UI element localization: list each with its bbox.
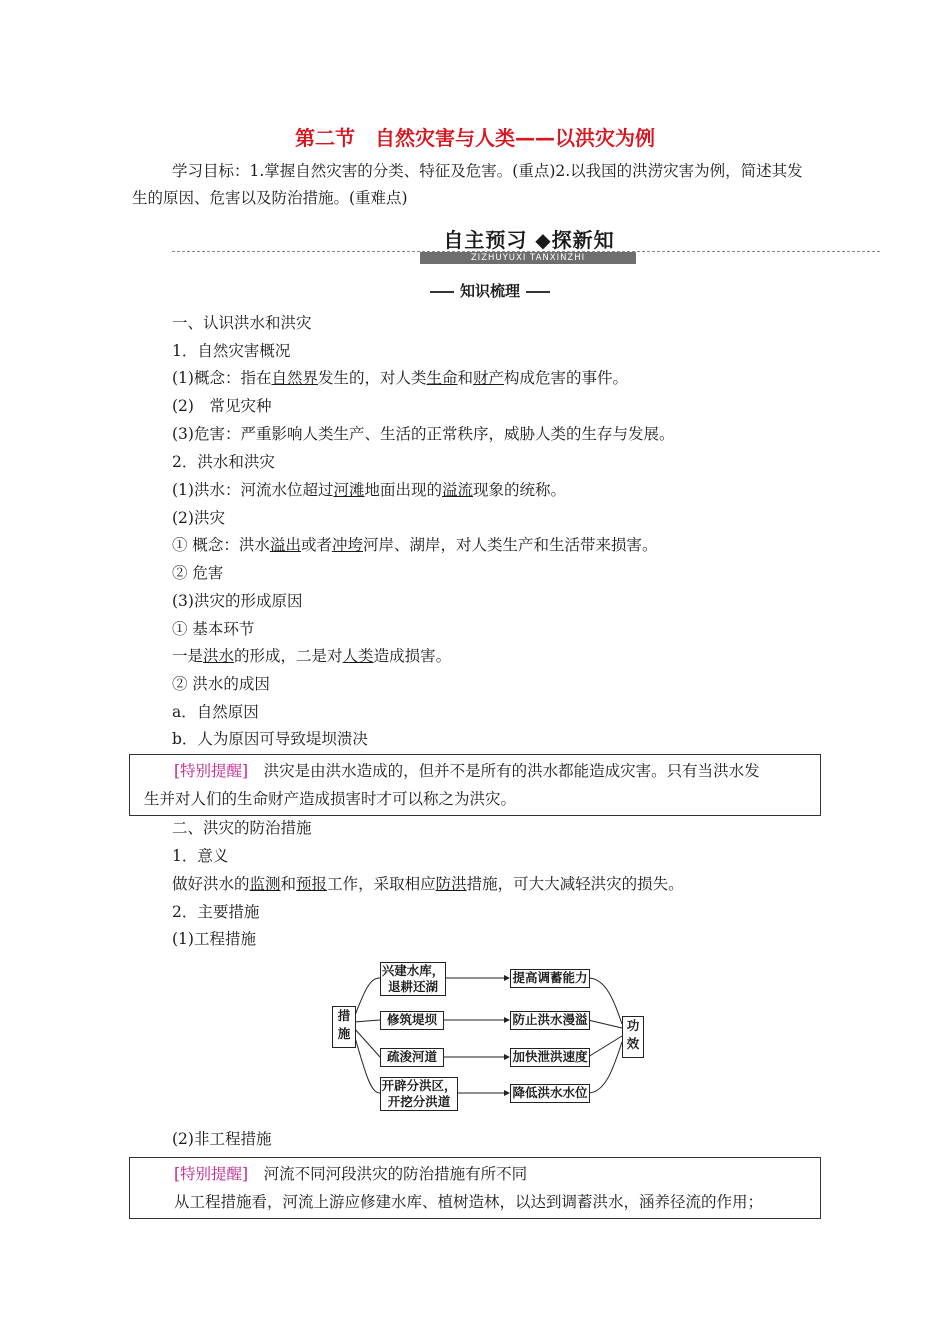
diagram-effect-box: 提高调蓄能力 [510, 969, 590, 988]
sub-heading: 1．意义 [172, 847, 229, 865]
text-line: 一是洪水的形成，二是对人类造成损害。 [172, 647, 452, 665]
sub-heading: 2．洪水和洪灾 [172, 453, 275, 471]
text-line: 做好洪水的监测和预报工作，采取相应防洪措施，可大大减轻洪灾的损失。 [172, 875, 684, 893]
text-line: (2)洪灾 [172, 509, 225, 527]
special-note-box: [特别提醒] 洪灾是由洪水造成的，但并不是所有的洪水都能造成灾害。只有当洪水发 生并对人们的生命财产造成损害时才可以称之为洪灾。 [129, 754, 821, 816]
flood-measures-diagram [326, 956, 650, 1120]
text-line: (1)工程措施 [172, 930, 256, 948]
diagram-effect-box: 防止洪水漫溢 [510, 1011, 590, 1030]
text-line: ① 基本环节 [172, 620, 255, 638]
knowledge-tag [430, 280, 550, 302]
text-line: (3)洪灾的形成原因 [172, 592, 303, 610]
knowledge-tag-label: 知识梳理 [454, 280, 526, 302]
special-note-tag: [特别提醒] [174, 762, 249, 780]
diagram-effects-label: 功效 [622, 1016, 644, 1058]
text-line: (1)洪水：河流水位超过河滩地面出现的溢流现象的统称。 [172, 481, 567, 499]
text-line: (3)危害：严重影响人类生产、生活的正常秩序，威胁人类的生存与发展。 [172, 425, 675, 443]
text-line: ② 危害 [172, 564, 224, 582]
heading-1: 一、认识洪水和洪灾 [172, 314, 312, 332]
text-line: (2)非工程措施 [172, 1130, 272, 1148]
diagram-connectors [326, 956, 650, 1120]
section-banner: 自主预习 ◆探新知 [424, 224, 634, 250]
text-line: b．人为原因可导致堤坝溃决 [172, 730, 368, 748]
text-line: (2) 常见灾种 [172, 397, 272, 415]
text-line: ① 概念：洪水溢出或者冲垮河岸、湖岸，对人类生产和生活带来损害。 [172, 536, 658, 554]
special-note-box: [特别提醒] 河流不同河段洪灾的防治措施有所不同 从工程措施看，河流上游应修建水库、植树造林，以达到调蓄洪水，涵养径流的作用； [129, 1157, 821, 1219]
heading-2: 二、洪灾的防治措施 [172, 819, 312, 837]
special-note-tag: [特别提醒] [174, 1165, 249, 1183]
diagram-measure-box: 兴建水库，退耕还湖 [381, 963, 445, 994]
text-line: ② 洪水的成因 [172, 675, 270, 693]
text-line: a．自然原因 [172, 703, 259, 721]
diagram-measure-box: 修筑堤坝 [380, 1011, 444, 1030]
learning-objective: 学习目标：1.掌握自然灾害的分类、特征及危害。(重点)2.以我国的洪涝灾害为例，简述其发生的原因、危害以及防治措施。(重难点) [132, 162, 803, 207]
diagram-effect-box: 降低洪水水位 [510, 1084, 590, 1103]
sub-heading: 2．主要措施 [172, 903, 260, 921]
diagram-effect-box: 加快泄洪速度 [510, 1048, 590, 1067]
page-title: 第二节 自然灾害与人类——以洪灾为例 [295, 126, 655, 150]
section-banner-pinyin: ZIZHUYUXI TANXINZHI [420, 252, 636, 264]
diagram-measure-box: 疏浚河道 [380, 1048, 444, 1067]
diagram-measures-label: 措施 [332, 1006, 356, 1048]
diagram-measure-box: 开辟分洪区，开挖分洪道 [381, 1078, 457, 1109]
sub-heading: 1．自然灾害概况 [172, 342, 291, 360]
text-line: (1)概念：指在自然界发生的，对人类生命和财产构成危害的事件。 [172, 369, 629, 387]
